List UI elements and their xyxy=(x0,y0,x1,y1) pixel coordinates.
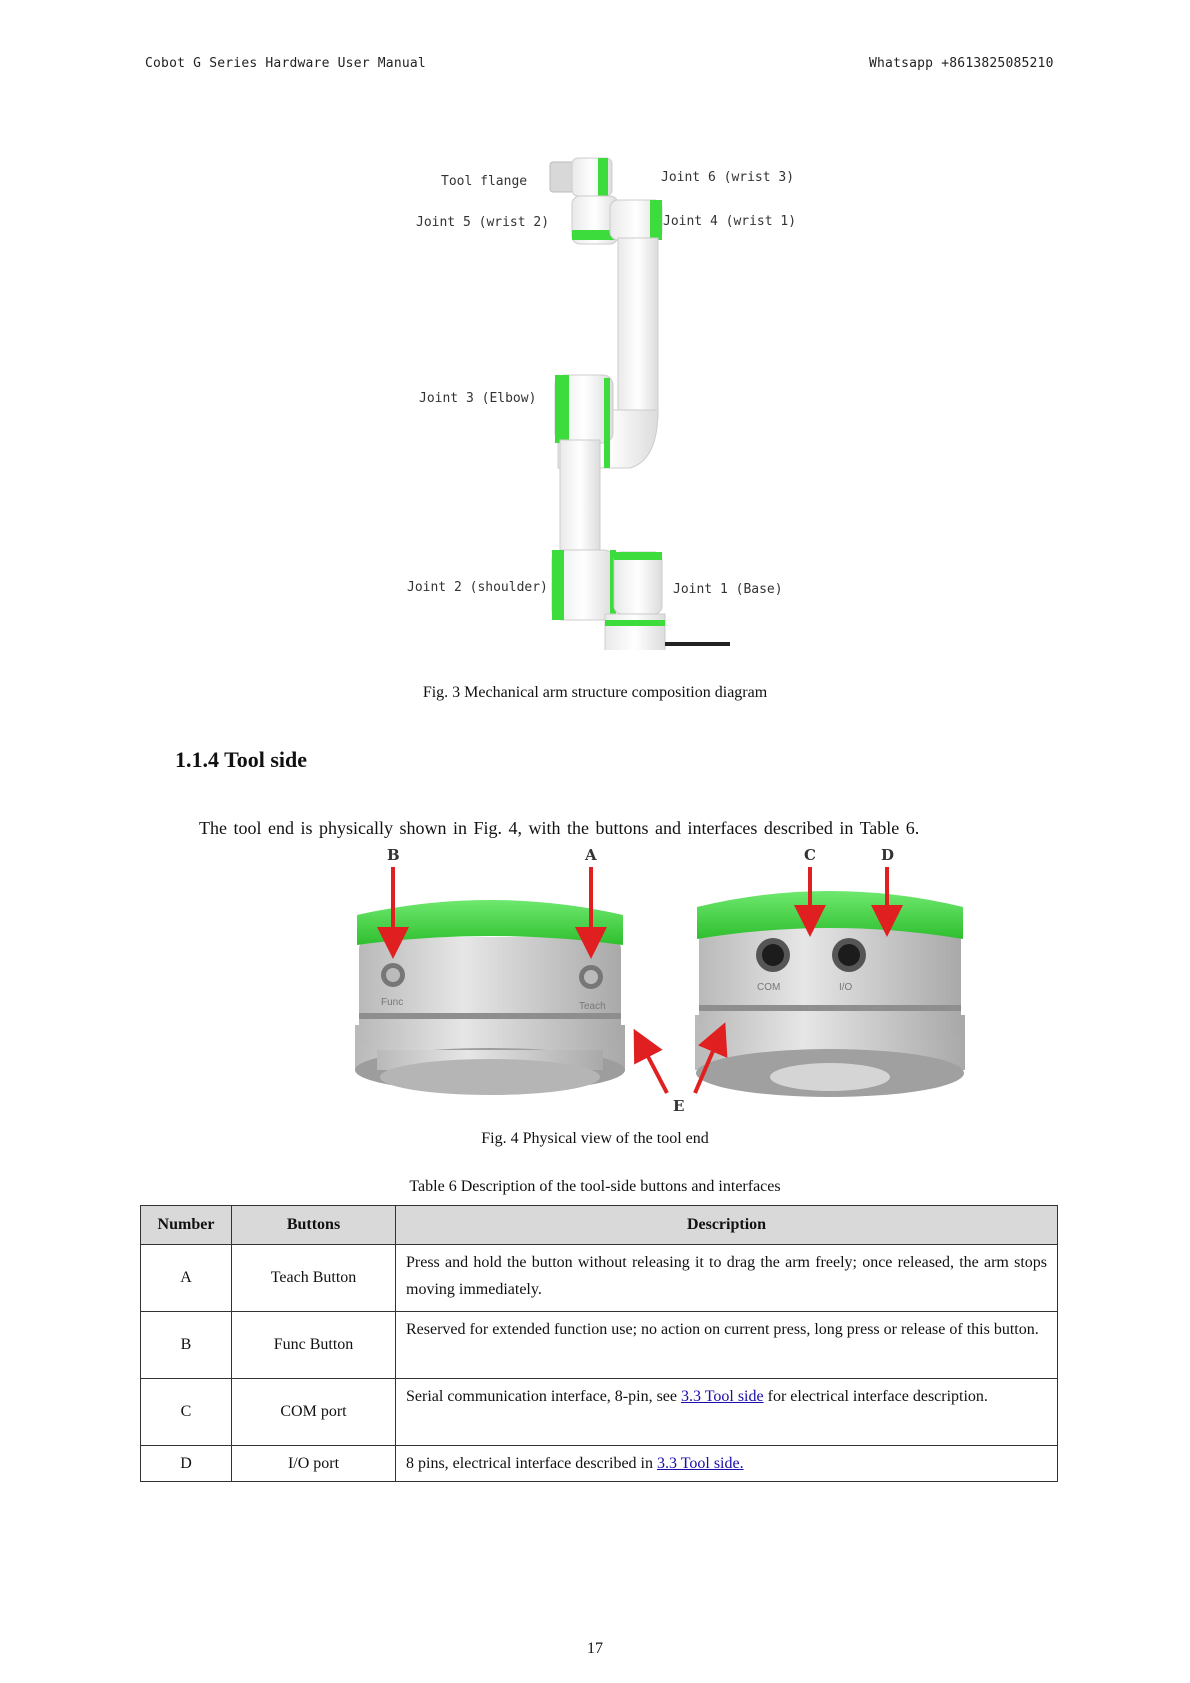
row-number: B xyxy=(141,1312,232,1379)
label-joint-6: Joint 6 (wrist 3) xyxy=(661,170,795,185)
section-heading: 1.1.4 Tool side xyxy=(175,747,308,772)
letter-a: A xyxy=(585,846,597,864)
table-row xyxy=(141,1446,1058,1482)
table-row xyxy=(141,1245,1058,1312)
running-header-title: Cobot G Series Hardware User Manual xyxy=(145,56,426,71)
row-description xyxy=(396,1446,1058,1482)
row-number: A xyxy=(141,1245,232,1312)
table-caption: Table 6 Description of the tool-side buttons and interfaces xyxy=(409,1178,781,1195)
row-number: D xyxy=(141,1446,232,1482)
row-button: COM port xyxy=(232,1379,396,1446)
tool-end-illustration xyxy=(355,845,975,1115)
tool-side-link[interactable]: 3.3 Tool side. xyxy=(657,1455,744,1472)
letter-c: C xyxy=(804,846,816,864)
section-paragraph: The tool end is physically shown in Fig. 4, with the buttons and interfaces described in Table 6. xyxy=(199,818,920,838)
label-joint-5: Joint 5 (wrist 2) xyxy=(416,215,550,230)
tool-side-link[interactable]: 3.3 Tool side xyxy=(681,1388,764,1405)
row-button: Teach Button xyxy=(232,1245,396,1312)
io-mark: I/O xyxy=(839,982,853,993)
letter-e: E xyxy=(673,1097,685,1115)
header-buttons: Buttons xyxy=(232,1206,396,1245)
label-joint-3: Joint 3 (Elbow) xyxy=(419,391,537,406)
label-joint-4: Joint 4 (wrist 1) xyxy=(663,214,797,229)
tool-end-figure xyxy=(355,845,975,1115)
table-row xyxy=(141,1312,1058,1379)
row-description xyxy=(396,1379,1058,1446)
row-button: I/O port xyxy=(232,1446,396,1482)
label-joint-1: Joint 1 (Base) xyxy=(673,582,783,597)
description-text: Serial communication interface, 8-pin, see xyxy=(406,1388,682,1405)
com-mark: COM xyxy=(757,982,781,993)
tool-side-table xyxy=(140,1205,1058,1482)
table-header-row xyxy=(141,1206,1058,1245)
running-header-contact: Whatsapp +8613825085210 xyxy=(869,56,1054,71)
teach-mark: Teach xyxy=(579,1001,606,1012)
label-tool-flange: Tool flange xyxy=(441,174,528,189)
figure-3-caption: Fig. 3 Mechanical arm structure composition diagram xyxy=(422,684,768,701)
row-number: C xyxy=(141,1379,232,1446)
letter-b: B xyxy=(387,846,400,864)
row-description: Press and hold the button without releasing it to drag the arm freely; once released, the arm stops moving immediately. xyxy=(396,1245,1058,1312)
letter-d: D xyxy=(881,846,895,864)
table-row xyxy=(141,1379,1058,1446)
description-text: for electrical interface description. xyxy=(763,1388,988,1405)
label-joint-2: Joint 2 (shoulder) xyxy=(407,580,548,595)
page-number: 17 xyxy=(587,1640,603,1657)
description-text: 8 pins, electrical interface described in xyxy=(406,1455,657,1472)
row-description: Reserved for extended function use; no action on current press, long press or release of this button. xyxy=(396,1312,1058,1379)
header-description: Description xyxy=(396,1206,1058,1245)
figure-4-caption: Fig. 4 Physical view of the tool end xyxy=(481,1130,709,1147)
header-number: Number xyxy=(141,1206,232,1245)
row-button: Func Button xyxy=(232,1312,396,1379)
func-mark: Func xyxy=(381,997,404,1008)
